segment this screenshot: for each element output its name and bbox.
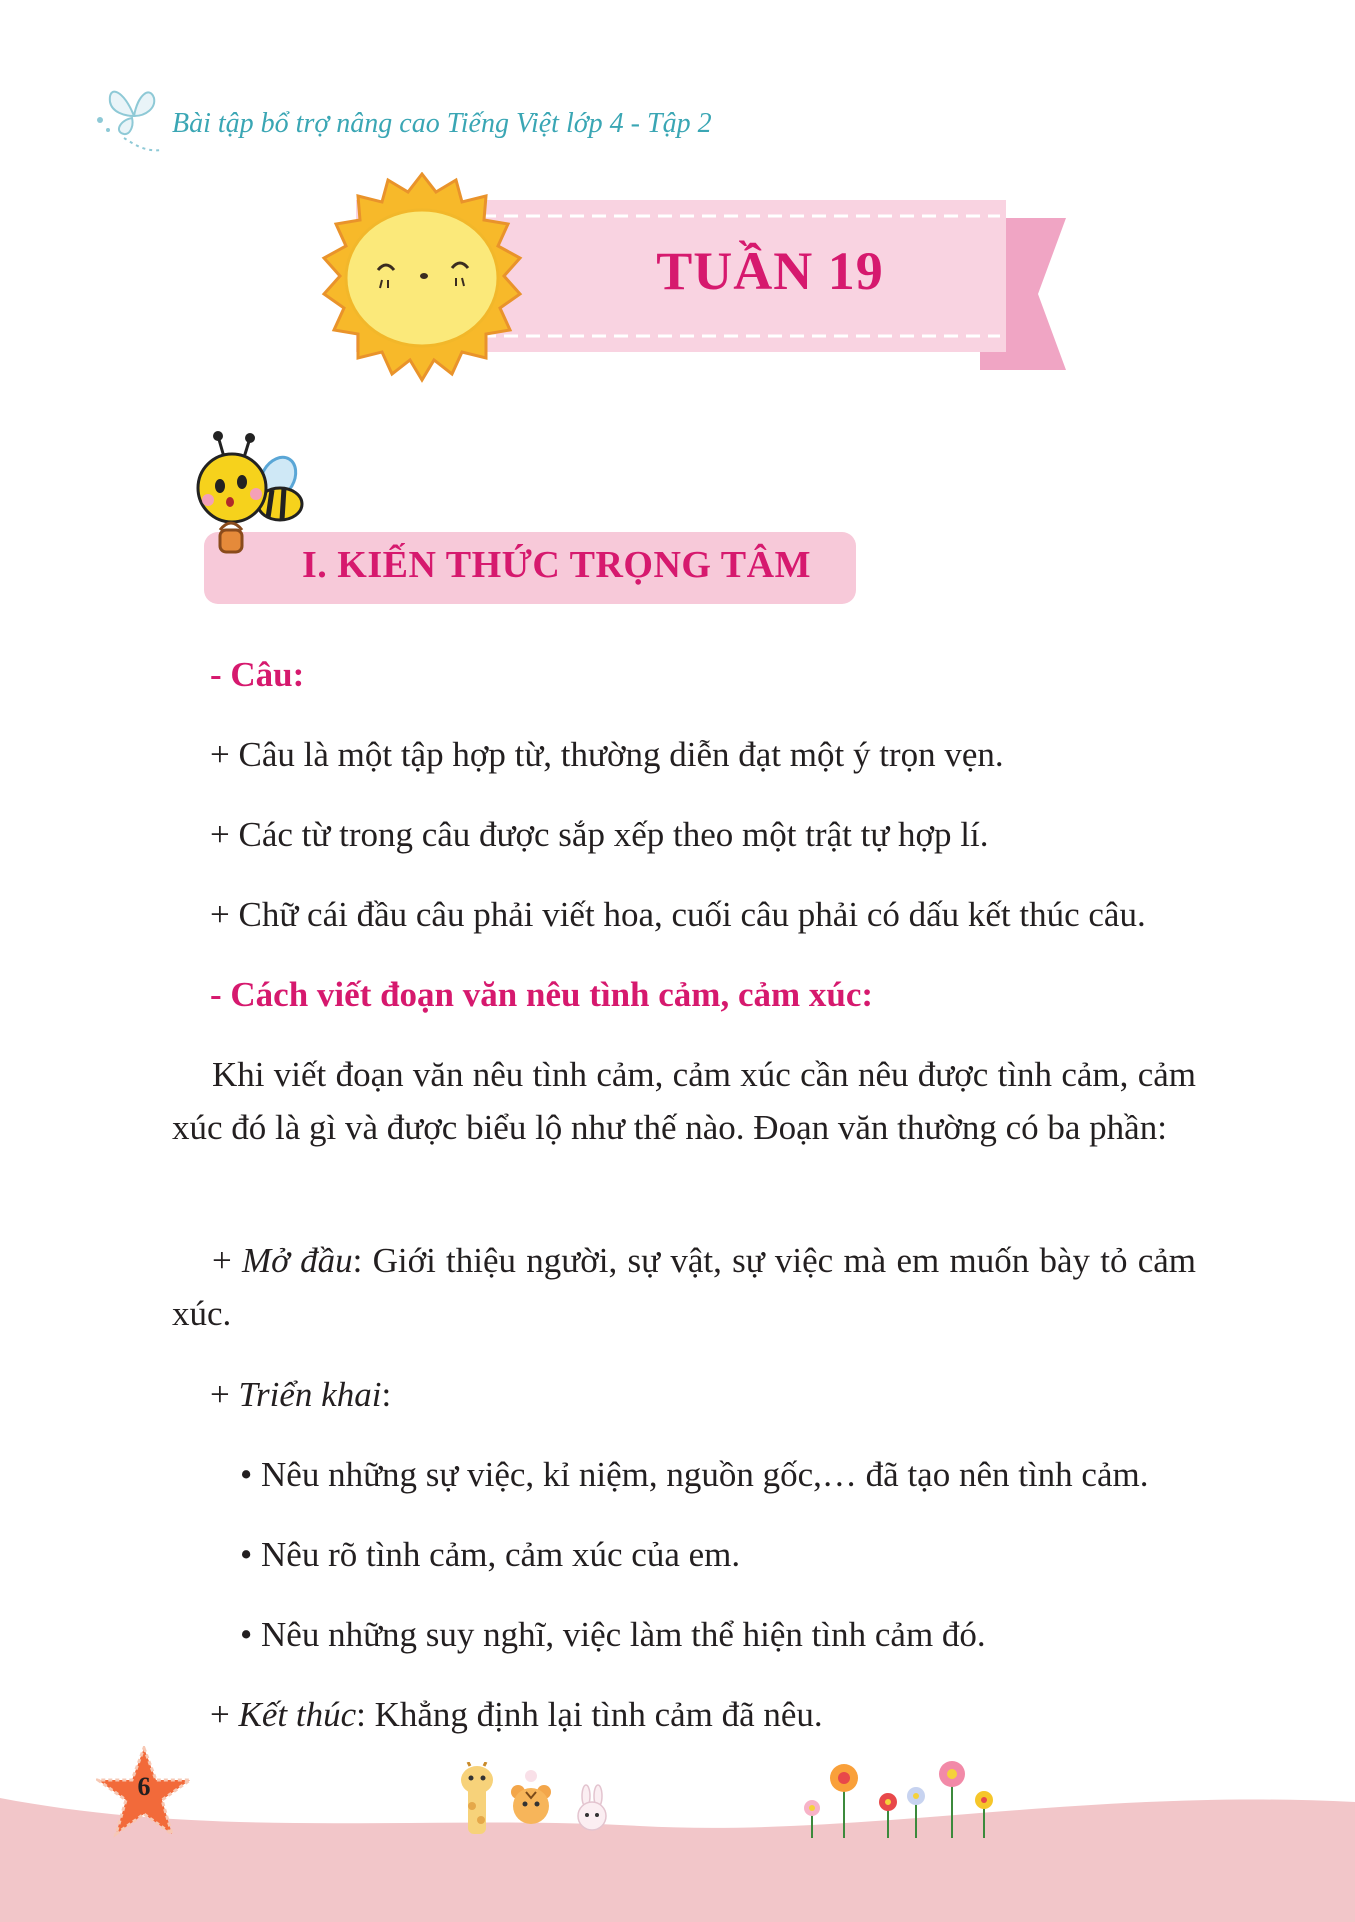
mo-dau-text: : Giới thiệu người, sự vật, sự việc mà em muốn bày tỏ cảm xúc. [172, 1241, 1196, 1333]
intro-paragraph: Khi viết đoạn văn nêu tình cảm, cảm xúc cần nêu được tình cảm, cảm xúc đó là gì và được biểu lộ như thế nào. Đoạn văn thường có ba phần: [172, 1055, 1196, 1147]
week-title: TUẦN 19 [656, 241, 884, 301]
bee-icon [184, 430, 308, 570]
cau-rule-2: + Các từ trong câu được sắp xếp theo một trật tự hợp lí. [210, 815, 989, 854]
ket-thuc-text: : Khẳng định lại tình cảm đã nêu. [356, 1695, 823, 1734]
mo-dau-paragraph [172, 1234, 1196, 1340]
flowers-icon [796, 1756, 1006, 1840]
tiger-icon [506, 1766, 556, 1826]
trien-khai-text: : [381, 1375, 392, 1414]
trien-khai-label: Triển khai [238, 1375, 382, 1414]
butterfly-icon [94, 80, 170, 158]
section-title: I. KIẾN THỨC TRỌNG TÂM [302, 544, 811, 586]
footer-wave [0, 1780, 1355, 1922]
ket-thuc-line [210, 1688, 1234, 1741]
sun-icon [300, 172, 544, 384]
cau-rule-3: + Chữ cái đầu câu phải viết hoa, cuối câu phải có dấu kết thúc câu. [210, 895, 1146, 934]
ket-thuc-label: Kết thúc [238, 1695, 357, 1734]
cau-rule-1: + Câu là một tập hợp từ, thường diễn đạt một ý trọn vẹn. [210, 735, 1004, 774]
bunny-icon [572, 1784, 612, 1832]
doan-van-heading: - Cách viết đoạn văn nêu tình cảm, cảm xúc: [210, 975, 874, 1014]
trien-khai-line [210, 1368, 1234, 1421]
cau-heading: - Câu: [210, 655, 305, 694]
mo-dau-prefix: + [212, 1241, 242, 1280]
book-title: Bài tập bổ trợ nâng cao Tiếng Việt lớp 4 - Tập 2 [172, 108, 712, 139]
mo-dau-label: Mở đầu [242, 1241, 353, 1280]
giraffe-icon [452, 1762, 502, 1838]
bullet-3: • Nêu những suy nghĩ, việc làm thể hiện tình cảm đó. [240, 1615, 986, 1654]
bullet-2: • Nêu rõ tình cảm, cảm xúc của em. [240, 1535, 741, 1574]
bullet-1: • Nêu những sự việc, kỉ niệm, nguồn gốc,… đã tạo nên tình cảm. [240, 1455, 1149, 1494]
ket-thuc-prefix: + [210, 1695, 239, 1734]
trien-khai-prefix: + [210, 1375, 239, 1414]
page-number: 6 [137, 1772, 151, 1801]
